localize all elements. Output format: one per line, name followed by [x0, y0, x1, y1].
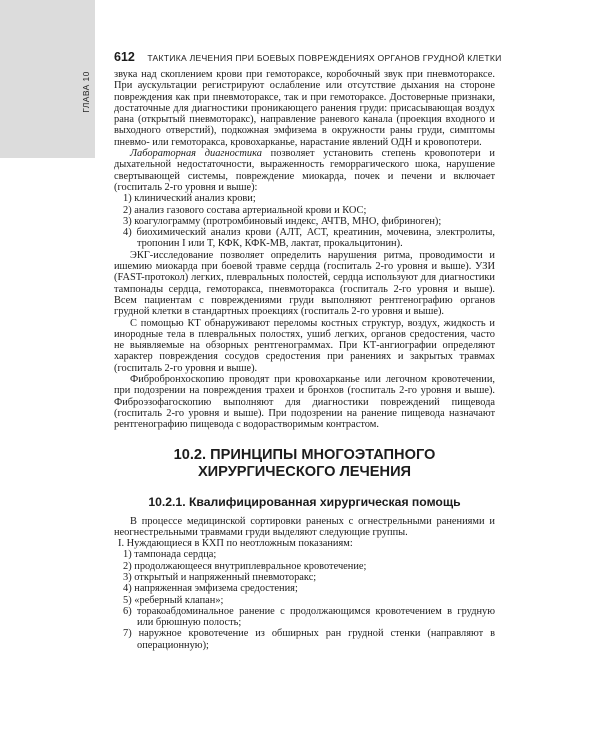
list-item: 1) клинический анализ крови;: [123, 193, 256, 205]
section-heading: [114, 447, 495, 481]
list-item: 1) тампонада сердца;: [123, 549, 217, 561]
paragraph-triage: В процессе медицинской сортировки раненых с огнестрельными ранениями и неогнестрельными травмами груди выделяют следующие группы.: [114, 515, 495, 538]
list-item: 3) открытый и напряженный пневмоторакс;: [123, 571, 317, 583]
list-item: 4) напряженная эмфизема средостения;: [123, 583, 298, 595]
chapter-label: ГЛАВА 10: [81, 71, 91, 113]
list-item: 6) торакоабдоминальное ранение с продолжающимся кровотечением в грудную или брюшную полость;: [123, 605, 495, 629]
running-header: [114, 48, 514, 62]
paragraph-ct: С помощью КТ обнаруживают переломы костных структур, воздух, жидкость и инородные тела в плевральных полостях, ушиб легких, органов средостения, часто не выявляемые на обзорных рентгенограммах. При КТ-ангиографии определяют характер повреждения сосудов средостения при ранениях и закрытых травмах (госпиталь 2-го уровня и выше).: [114, 317, 495, 374]
list-item: 2) продолжающееся внутриплевральное кровотечение;: [123, 560, 367, 572]
urgent-indications-list: [114, 549, 495, 651]
lab-diagnostics-term: Лабораторная диагностика: [130, 148, 262, 160]
page-body: [114, 69, 495, 651]
paragraph-lab-diagnostics: [114, 148, 495, 193]
list-item: 7) наружное кровотечение из обширных ран грудной стенки (направляют в операционную);: [123, 628, 495, 651]
lab-diagnostics-text: позволяет установить степень кровопотери и дыхательной недостаточности, выраженность геморрагического шока, нарушение свертывающей системы, повреждение миокарда, почек и печени и включает (госпиталь 2-го уровня и выше):: [114, 148, 495, 193]
paragraph-endoscopy: Фибробронхоскопию проводят при кровохарканье или легочном кровотечении, при подозрении на повреждения трахеи и бронхов (госпиталь 2-го уровня и выше). Фиброэзофагоскопию выполняют для диагностики повреждений пищевода (госпиталь 2-го уровня и выше). При подозрении на ранение пищевода назначают рентгенографию пищевода с водорастворимым контрастом.: [114, 374, 495, 431]
paragraph-ecg-ultrasound: ЭКГ-исследование позволяет определить нарушения ритма, проводимости и ишемию миокарда при боевой травме сердца (госпиталь 2-го уровня и выше). УЗИ (FAST-протокол) легких, плевральных полостей, сердца используют для диагностики тампонады сердца, гемоторакса, пневмоторакса (госпиталь 2-го уровня и выше). Всем пациентам с повреждениями груди выполняют рентгенографию органов грудной клетки в стандартных проекциях (госпиталь 2-го уровня и выше).: [114, 249, 495, 318]
paragraph-physical-exam: звука над скоплением крови при гемотораксе, коробочный звук при пневмотораксе. При аускультации регистрируют ослабление или отсутствие дыхания на стороне повреждения как при пневмотораксе, так и при гемотораксе. Достоверные признаки, достаточные для диагностики проникающего ранения груди: присасывающая воздух рана (открытый пневмоторакс), направление раневого канала (проекция входного и выходного отверстий), подкожная эмфизема в окружности раны груди, симптомы пневмо- или гемоторакса, кровохарканье, нарастание явлений ОДН и кровопотери.: [114, 69, 495, 148]
group-title: I. Нуждающиеся в КХП по неотложным показаниям:: [118, 538, 353, 550]
lab-tests-list: [114, 193, 495, 249]
list-item: 4) биохимический анализ крови (АЛТ, АСТ, креатинин, мочевина, электролиты, тропонин I или T, КФК, КФК-МВ, лактат, прокальцитонин).: [123, 227, 495, 250]
page-number: 612: [114, 50, 135, 64]
list-item: 2) анализ газового состава артериальной крови и КОС;: [123, 204, 367, 216]
running-title: ТАКТИКА ЛЕЧЕНИЯ ПРИ БОЕВЫХ ПОВРЕЖДЕНИЯХ ОРГАНОВ ГРУДНОЙ КЛЕТКИ: [147, 53, 502, 63]
list-item: 3) коагулограмму (протромбиновый индекс, АЧТВ, МНО, фибриноген);: [123, 215, 442, 227]
subsection-heading: 10.2.1. Квалифицированная хирургическая помощь: [148, 494, 461, 509]
section-heading-line-2: ХИРУРГИЧЕСКОГО ЛЕЧЕНИЯ: [197, 463, 412, 480]
section-heading-line-1: 10.2. ПРИНЦИПЫ МНОГОЭТАПНОГО: [173, 446, 436, 463]
list-item: 5) «реберный клапан»;: [123, 594, 224, 606]
